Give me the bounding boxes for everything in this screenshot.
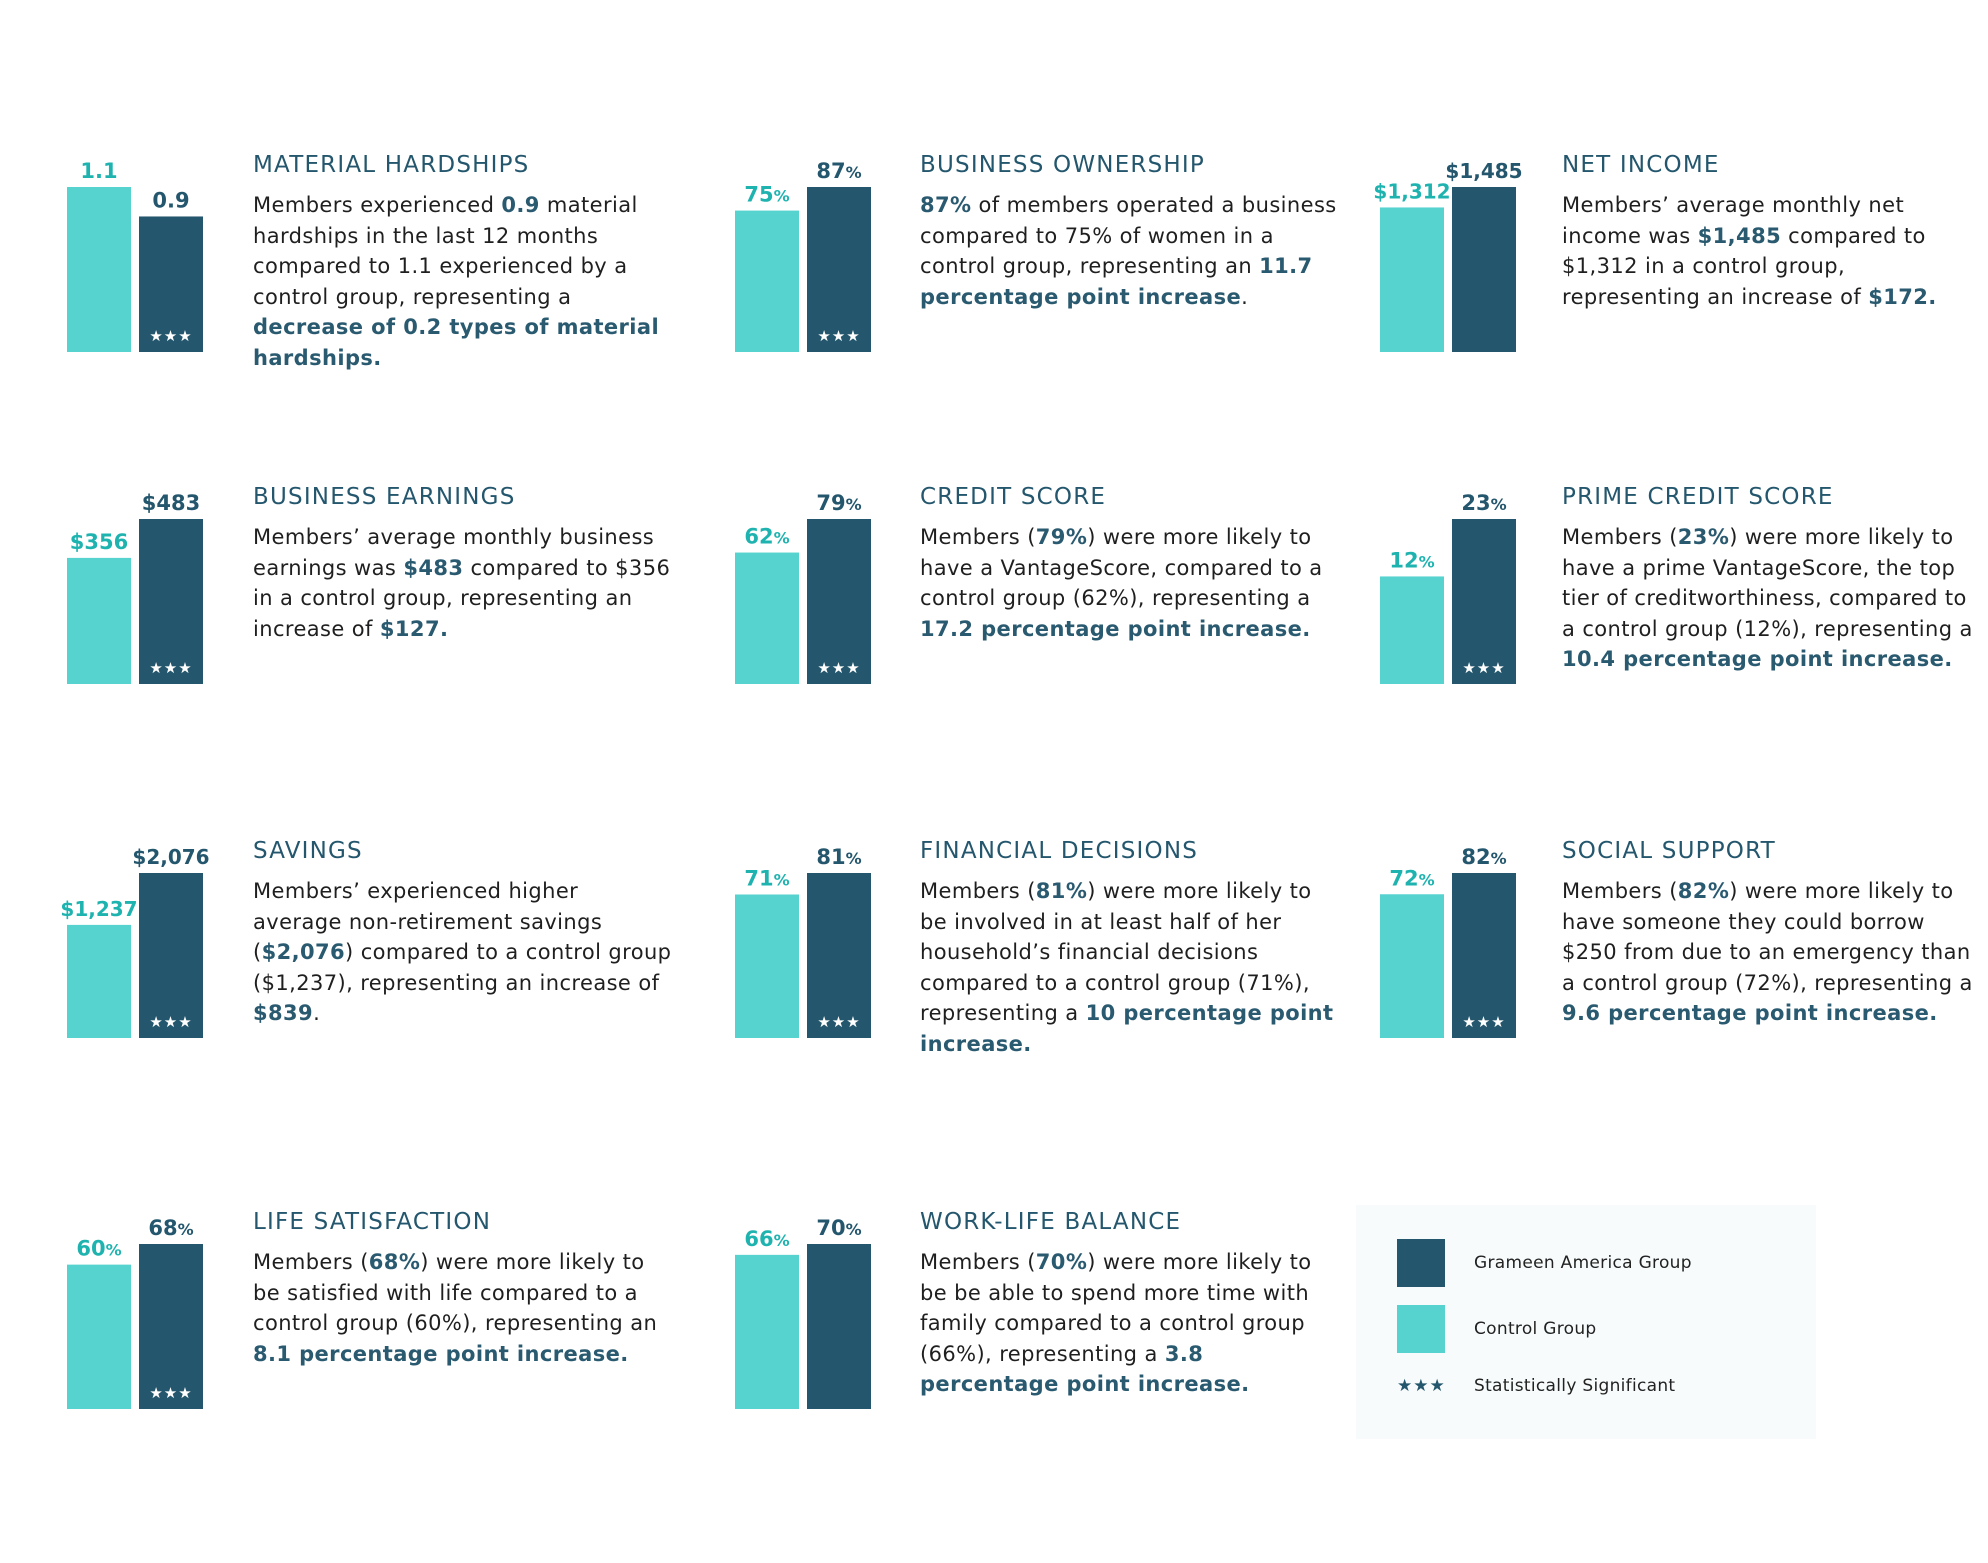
significance-stars-icon: ★★★ bbox=[1462, 1013, 1506, 1031]
significance-stars-icon: ★★★ bbox=[149, 327, 193, 345]
bar-control bbox=[67, 558, 131, 684]
bar-grameen bbox=[807, 1244, 871, 1409]
highlight-text: 10.4 percentage point increase. bbox=[1562, 647, 1953, 671]
chart-prime-credit-score bbox=[1380, 472, 1560, 732]
panel-title: FINANCIAL DECISIONS bbox=[920, 838, 1199, 864]
data-label-grameen: $1,485 bbox=[1445, 159, 1523, 183]
chart-business-earnings bbox=[67, 472, 247, 732]
highlight-text: 0.9 bbox=[501, 193, 540, 217]
bar-chart-svg bbox=[735, 1197, 915, 1457]
highlight-text: 79% bbox=[1035, 525, 1088, 549]
body-text: ) were more likely to be involved in at least half of her household’s financial decisions compared to a control group (71%), representing a bbox=[920, 879, 1312, 1025]
body-text: Members’ experienced higher average non-retirement savings ( bbox=[253, 879, 603, 964]
data-label-control: 72% bbox=[1389, 866, 1435, 891]
highlight-text: 68% bbox=[368, 1250, 421, 1274]
highlight-text: 8.1 percentage point increase. bbox=[253, 1341, 629, 1366]
panel-title: BUSINESS EARNINGS bbox=[253, 484, 516, 510]
data-label-grameen: 0.9 bbox=[152, 188, 190, 213]
data-label-control: 62% bbox=[744, 524, 790, 549]
data-label-grameen: 70% bbox=[816, 1216, 862, 1240]
data-label-grameen: 68% bbox=[148, 1216, 194, 1240]
data-label-control: 75% bbox=[744, 182, 790, 207]
data-label-grameen: 82% bbox=[1461, 845, 1507, 869]
data-label-control: $1,312 bbox=[1373, 179, 1451, 204]
bar-chart-svg bbox=[1373, 140, 1560, 400]
data-label-control: 71% bbox=[744, 866, 790, 891]
highlight-text: 87% bbox=[920, 193, 972, 217]
data-label-grameen: 23% bbox=[1461, 491, 1507, 515]
panel-description bbox=[253, 522, 673, 644]
highlight-text: $839 bbox=[253, 1001, 314, 1025]
panel-life-satisfaction bbox=[67, 1197, 707, 1457]
panel-title: CREDIT SCORE bbox=[920, 484, 1107, 510]
panel-title: LIFE SATISFACTION bbox=[253, 1209, 492, 1235]
panel-description bbox=[1562, 522, 1982, 675]
chart-material-hardships bbox=[67, 140, 247, 400]
panel-description bbox=[253, 1247, 673, 1369]
body-text: Members ( bbox=[1562, 879, 1678, 903]
body-text: material hardships in the last 12 months compared to 1.1 experienced by a control group, representing a bbox=[253, 193, 638, 309]
bar-control bbox=[735, 553, 799, 684]
significance-stars-icon: ★★★ bbox=[817, 327, 861, 345]
significance-stars-icon: ★★★ bbox=[149, 1384, 193, 1402]
body-text: Members ( bbox=[253, 1250, 369, 1274]
panel-prime-credit-score bbox=[1380, 472, 1988, 732]
bar-chart-svg bbox=[67, 472, 247, 732]
panel-title: SAVINGS bbox=[253, 838, 363, 864]
legend-swatch-control bbox=[1397, 1305, 1445, 1353]
highlight-text: decrease of 0.2 types of material hardships. bbox=[253, 315, 660, 370]
panel-financial-decisions bbox=[735, 826, 1375, 1086]
highlight-text: 17.2 percentage point increase. bbox=[920, 616, 1311, 641]
highlight-text: $172. bbox=[1868, 284, 1937, 309]
significance-stars-icon: ★★★ bbox=[149, 659, 193, 677]
panel-description bbox=[1562, 876, 1982, 1029]
body-text: Members ( bbox=[1562, 525, 1678, 549]
highlight-text: 11.7 percentage point increase bbox=[920, 254, 1313, 309]
highlight-text: 3.8 percentage point increase. bbox=[920, 1341, 1250, 1396]
chart-business-ownership bbox=[735, 140, 915, 400]
bar-chart-svg bbox=[60, 826, 247, 1086]
bar-control bbox=[67, 187, 131, 352]
panel-text bbox=[253, 836, 673, 1029]
panel-text bbox=[1562, 836, 1982, 1029]
panel-description bbox=[253, 190, 673, 373]
highlight-text: 81% bbox=[1035, 879, 1088, 903]
star-icon: ★★★ bbox=[1397, 1376, 1446, 1396]
highlight-text: 70% bbox=[1035, 1250, 1088, 1274]
bar-control bbox=[67, 1265, 131, 1409]
panel-net-income bbox=[1373, 140, 1988, 400]
chart-life-satisfaction bbox=[67, 1197, 247, 1457]
chart-savings bbox=[60, 826, 247, 1086]
panel-text bbox=[253, 150, 673, 373]
chart-work-life-balance bbox=[735, 1197, 915, 1457]
panel-title: MATERIAL HARDSHIPS bbox=[253, 152, 530, 178]
data-label-grameen: 87% bbox=[816, 159, 862, 183]
panel-material-hardships bbox=[67, 140, 707, 400]
data-label-control: 12% bbox=[1389, 548, 1435, 573]
highlight-text: 9.6 percentage point increase. bbox=[1562, 1001, 1938, 1025]
panel-description bbox=[1562, 190, 1982, 312]
panel-text bbox=[920, 482, 1340, 644]
body-text: Members’ average monthly business earnings was bbox=[253, 525, 655, 580]
body-text: ) compared to a control group ($1,237), representing an increase of bbox=[253, 940, 672, 995]
data-label-grameen: 79% bbox=[816, 491, 862, 515]
data-label-grameen: $483 bbox=[141, 491, 201, 515]
panel-business-ownership bbox=[735, 140, 1375, 400]
body-text: . bbox=[313, 1001, 321, 1025]
bar-chart-svg bbox=[735, 140, 915, 400]
highlight-text: $2,076 bbox=[261, 940, 346, 964]
panel-description bbox=[920, 876, 1340, 1059]
legend-label: Grameen America Group bbox=[1474, 1253, 1692, 1273]
bar-control bbox=[67, 925, 131, 1038]
bar-control bbox=[1380, 576, 1444, 684]
chart-credit-score bbox=[735, 472, 915, 732]
panel-text bbox=[253, 1207, 673, 1369]
body-text: Members’ average monthly net income was bbox=[1562, 193, 1905, 248]
bar-control bbox=[1380, 207, 1444, 352]
highlight-text: $483 bbox=[403, 555, 464, 580]
body-text: ) were more likely to have someone they could borrow $250 from due to an emergency than a control group (72%), representing a bbox=[1562, 879, 1973, 995]
body-text: compared to $356 in a control group, representing an increase of bbox=[253, 555, 671, 641]
panel-text bbox=[920, 1207, 1340, 1400]
bar-chart-svg bbox=[67, 140, 247, 400]
legend bbox=[1356, 1205, 1816, 1439]
panel-description bbox=[920, 522, 1340, 644]
bar-chart-svg bbox=[735, 826, 915, 1086]
chart-financial-decisions bbox=[735, 826, 915, 1086]
bar-chart-svg bbox=[67, 1197, 247, 1457]
legend-label: Control Group bbox=[1474, 1319, 1597, 1339]
panel-title: PRIME CREDIT SCORE bbox=[1562, 484, 1834, 510]
panel-text bbox=[1562, 482, 1982, 675]
bar-control bbox=[1380, 894, 1444, 1038]
panel-text bbox=[920, 836, 1340, 1059]
body-text: Members ( bbox=[920, 525, 1036, 549]
chart-net-income bbox=[1373, 140, 1560, 400]
bar-chart-svg bbox=[735, 472, 915, 732]
bar-chart-svg bbox=[1380, 826, 1560, 1086]
panel-social-support bbox=[1380, 826, 1988, 1086]
significance-stars-icon: ★★★ bbox=[817, 659, 861, 677]
data-label-control: $1,237 bbox=[60, 896, 138, 921]
data-label-control: 1.1 bbox=[80, 159, 118, 183]
legend-label: Statistically Significant bbox=[1474, 1376, 1676, 1396]
data-label-grameen: $2,076 bbox=[132, 845, 210, 869]
panel-title: SOCIAL SUPPORT bbox=[1562, 838, 1776, 864]
significance-stars-icon: ★★★ bbox=[149, 1013, 193, 1031]
panel-text bbox=[920, 150, 1340, 312]
bar-chart-svg bbox=[1380, 472, 1560, 732]
bar-control bbox=[735, 894, 799, 1038]
panel-description bbox=[920, 1247, 1340, 1400]
body-text: of members operated a business compared to 75% of women in a control group, representing an bbox=[920, 193, 1337, 278]
significance-stars-icon: ★★★ bbox=[817, 1013, 861, 1031]
panel-title: WORK-LIFE BALANCE bbox=[920, 1209, 1182, 1235]
highlight-text: $1,485 bbox=[1697, 223, 1782, 248]
body-text: ) were more likely to be satisfied with life compared to a control group (60%), representing an bbox=[253, 1250, 658, 1335]
panel-title: NET INCOME bbox=[1562, 152, 1720, 178]
body-text: ) were more likely to be be able to spend more time with family compared to a control group (66%), representing a bbox=[920, 1250, 1312, 1366]
panel-work-life-balance bbox=[735, 1197, 1375, 1457]
body-text: Members ( bbox=[920, 879, 1036, 903]
chart-social-support bbox=[1380, 826, 1560, 1086]
highlight-text: $127. bbox=[379, 616, 449, 641]
data-label-control: $356 bbox=[69, 529, 129, 554]
panel-description bbox=[253, 876, 673, 1029]
significance-stars-icon: ★★★ bbox=[1462, 659, 1506, 677]
panel-text bbox=[253, 482, 673, 644]
panel-description bbox=[920, 190, 1340, 312]
bar-control bbox=[735, 1255, 799, 1409]
highlight-text: 82% bbox=[1677, 879, 1730, 903]
body-text: ) were more likely to have a prime VantageScore, the top tier of creditworthiness, compared to a control group (12%), representing a bbox=[1562, 525, 1973, 641]
data-label-control: 60% bbox=[76, 1236, 122, 1261]
panel-business-earnings bbox=[67, 472, 707, 732]
panel-text bbox=[1562, 150, 1982, 312]
body-text: Members ( bbox=[920, 1250, 1036, 1274]
panel-title: BUSINESS OWNERSHIP bbox=[920, 152, 1205, 178]
highlight-text: 10 percentage point increase. bbox=[920, 1001, 1334, 1056]
panel-savings bbox=[60, 826, 707, 1086]
data-label-control: 66% bbox=[744, 1226, 790, 1251]
body-text: . bbox=[1241, 284, 1249, 309]
highlight-text: 23% bbox=[1677, 525, 1730, 549]
bar-control bbox=[735, 211, 799, 352]
body-text: compared to $1,312 in a control group, representing an increase of bbox=[1562, 223, 1926, 309]
bar-grameen bbox=[1452, 187, 1516, 352]
body-text: Members experienced bbox=[253, 193, 502, 217]
data-label-grameen: 81% bbox=[816, 845, 862, 869]
panel-credit-score bbox=[735, 472, 1375, 732]
legend-swatch-grameen bbox=[1397, 1239, 1445, 1287]
body-text: ) were more likely to have a VantageScore, compared to a control group (62%), representing a bbox=[920, 525, 1323, 610]
